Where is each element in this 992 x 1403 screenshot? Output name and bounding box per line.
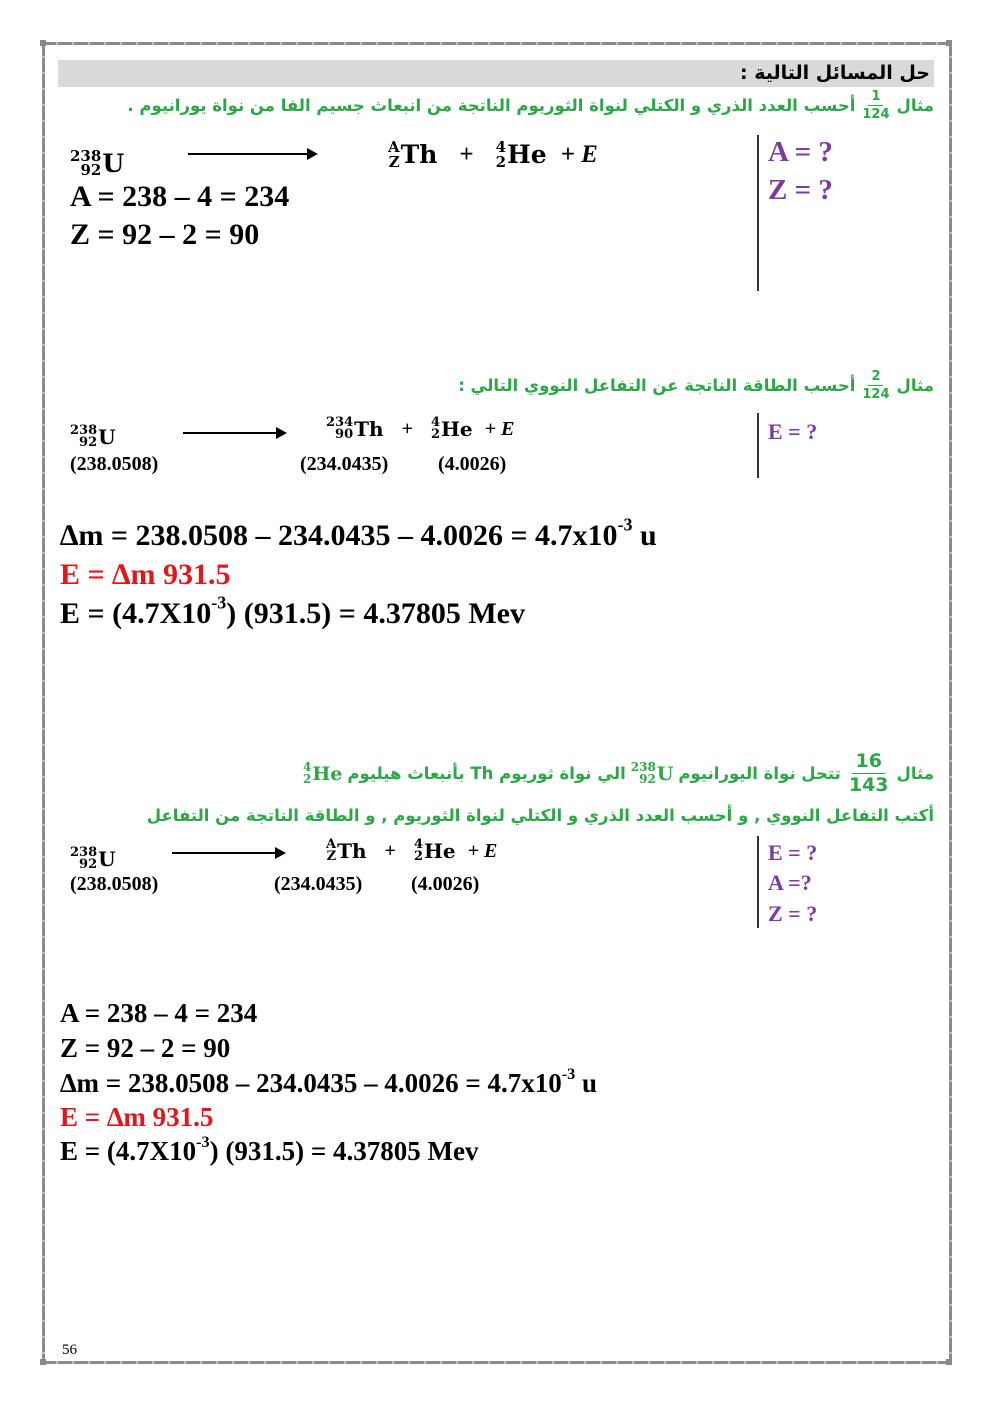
page-border-left — [42, 42, 45, 1364]
page-number: 56 — [62, 1342, 77, 1358]
page-border-bottom — [42, 1361, 952, 1364]
unknown-e: E = ? — [768, 840, 818, 865]
example-text: أحسب الطاقة الناتجة عن التفاعل النووي التالي : — [458, 376, 856, 395]
solution-a: A = 238 – 4 = 234 — [60, 998, 258, 1028]
uranium-inline: 238 92 U — [630, 760, 674, 786]
example-number: $\frac{16}{143}$ — [848, 750, 889, 796]
mass-helium: (4.0026) — [438, 453, 507, 475]
thorium-nucleus: A Z Th — [388, 138, 438, 171]
solution-a: A = 238 – 4 = 234 — [70, 180, 290, 213]
helium-nucleus: 4 2 He — [495, 138, 547, 171]
divider — [757, 135, 759, 291]
reaction-arrow — [188, 153, 316, 155]
example-3-statement — [303, 752, 934, 795]
unknown-a: A = ? — [768, 136, 833, 168]
example-number: $\frac{2}{124}$ — [862, 369, 890, 402]
example-3-task: أكتب التفاعل النووي , و أحسب العدد الذري و الكتلي لنواة الثوريوم , و الطاقة الناتجة من التفاعل — [146, 806, 934, 825]
reaction-products: A Z Th + 4 2 He + E — [326, 837, 498, 865]
mass-uranium: (238.0508) — [70, 453, 159, 475]
mass-helium: (4.0026) — [411, 873, 480, 895]
energy-result: $E = (4.7X10^{-3}) (931.5) = 4.37805$ Mev — [60, 592, 525, 630]
mass-uranium: (238.0508) — [70, 873, 159, 895]
example-text-continued: الي نواة ثوريوم Th بأنبعاث هيليوم — [347, 764, 626, 783]
example-label: مثال — [896, 96, 934, 115]
unknown-z: Z = ? — [768, 174, 833, 206]
page-border-top — [42, 42, 952, 45]
mass-defect-line: $\Delta m = 238.0508 - 234.0435 - 4.0026 = 4.7x10^{-3}$ u — [60, 514, 657, 552]
uranium-nucleus: 238 92 U — [70, 423, 116, 451]
unknown-e: E = ? — [768, 419, 818, 444]
energy-formula: E = ∆m 931.5 — [60, 1102, 214, 1132]
uranium-nucleus: 238 92 U — [70, 147, 125, 180]
helium-nucleus: 4 2 He — [430, 415, 473, 443]
helium-nucleus: 4 2 He — [413, 837, 456, 865]
frame-corner — [40, 1359, 46, 1365]
example-text: أحسب العدد الذري و الكتلي لنواة الثوريوم الناتجة من انبعاث جسيم الفا من نواة يورانيوم . — [127, 96, 856, 115]
thorium-nucleus: A Z Th — [326, 837, 367, 865]
divider — [757, 836, 759, 928]
example-label: مثال — [896, 376, 934, 395]
frame-corner — [40, 40, 46, 46]
energy-term: + E — [560, 140, 598, 168]
energy-term: + E — [484, 417, 515, 440]
mass-defect-line: $\Delta m = 238.0508 - 234.0435 - 4.0026 = 4.7x10^{-3}$ u — [60, 1065, 598, 1098]
mass-thorium: (234.0435) — [274, 873, 363, 895]
energy-formula: E = ∆m 931.5 — [60, 558, 231, 591]
reaction-products: A Z Th + 4 2 He + E — [388, 138, 598, 171]
energy-term: + E — [467, 839, 498, 862]
reaction-products: 234 90 Th + 4 2 He + E — [326, 415, 515, 443]
example-1-statement — [127, 90, 934, 121]
divider — [757, 413, 759, 478]
mass-thorium: (234.0435) — [300, 453, 389, 475]
page-border-right — [949, 42, 952, 1364]
reaction-arrow — [183, 432, 285, 434]
unknown-a: A =? — [768, 870, 812, 895]
example-label: مثال — [896, 764, 934, 783]
uranium-nucleus: 238 92 U — [70, 845, 116, 873]
frame-corner — [946, 1359, 952, 1365]
frame-corner — [946, 40, 952, 46]
reaction-arrow — [172, 852, 284, 854]
unknown-z: Z = ? — [768, 901, 818, 926]
example-number: $\frac{1}{124}$ — [862, 89, 890, 122]
solution-z: Z = 92 – 2 = 90 — [70, 218, 260, 251]
energy-result: $E = (4.7X10^{-3}) (931.5) = 4.37805$ Mev — [60, 1133, 479, 1166]
helium-inline: 4 2 He — [302, 760, 343, 786]
thorium-nucleus: 234 90 Th — [326, 415, 384, 443]
example-text: تتحل نواة اليورانيوم — [678, 764, 841, 783]
example-2-statement — [458, 370, 934, 401]
page-header: حل المسائل التالية : — [740, 62, 930, 84]
solution-z: Z = 92 – 2 = 90 — [60, 1033, 231, 1063]
